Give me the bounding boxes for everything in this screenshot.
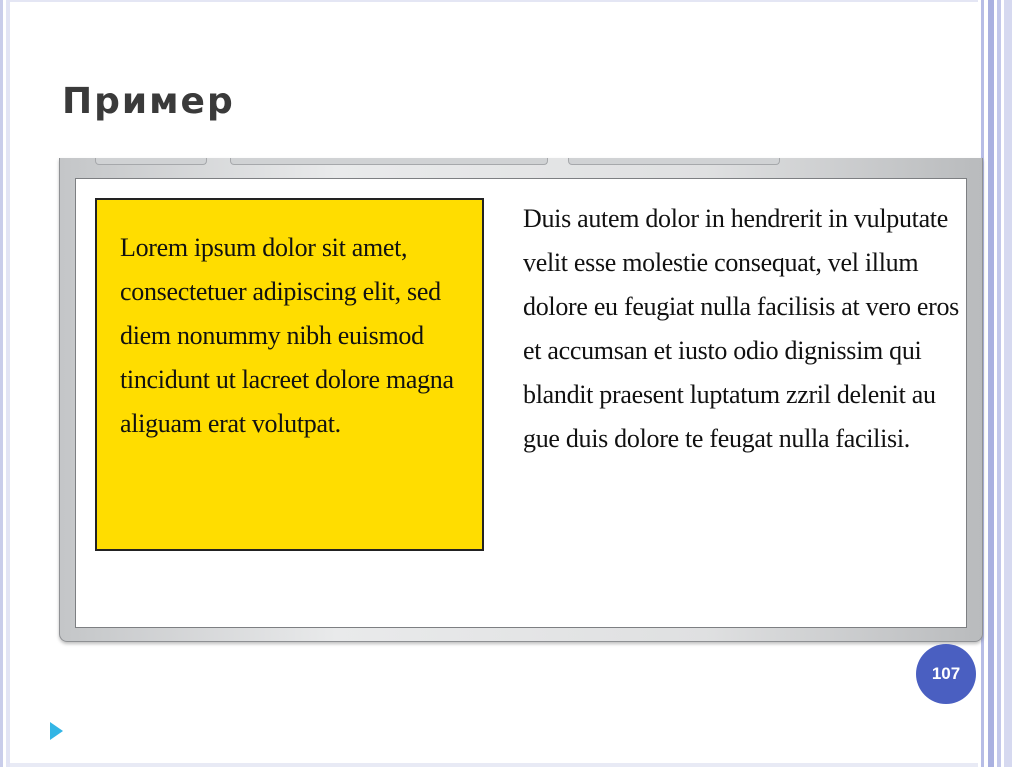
floated-yellow-box xyxy=(95,198,484,551)
top-border-decoration xyxy=(10,0,978,2)
browser-tab xyxy=(568,158,780,165)
play-triangle-icon[interactable] xyxy=(50,722,63,740)
page-number-badge: 107 xyxy=(916,644,976,704)
browser-tab xyxy=(230,158,548,165)
slide-title: Пример xyxy=(62,81,235,122)
right-column-text: Duis autem dolor in hendrerit in vulputate velit esse molestie consequat, vel illum dolore eu feugiat nulla facilisis at vero eros et accumsan et iusto odio dignissim qui blandit praesent luptatum zzril delenit au gue duis dolore te feugat nulla facilisi. xyxy=(523,204,959,453)
browser-window-screenshot xyxy=(59,158,983,642)
right-border-decoration xyxy=(978,0,1024,767)
browser-viewport xyxy=(75,178,967,628)
left-column-text: Lorem ipsum dolor sit amet, consectetuer adipiscing elit, sed diem nonummy nibh euismod tincidunt ut lacreet dolore magna aliguam erat volutpat. xyxy=(120,233,454,438)
bottom-border-decoration xyxy=(10,763,978,767)
left-border-decoration xyxy=(0,0,10,767)
browser-tab xyxy=(95,158,207,165)
